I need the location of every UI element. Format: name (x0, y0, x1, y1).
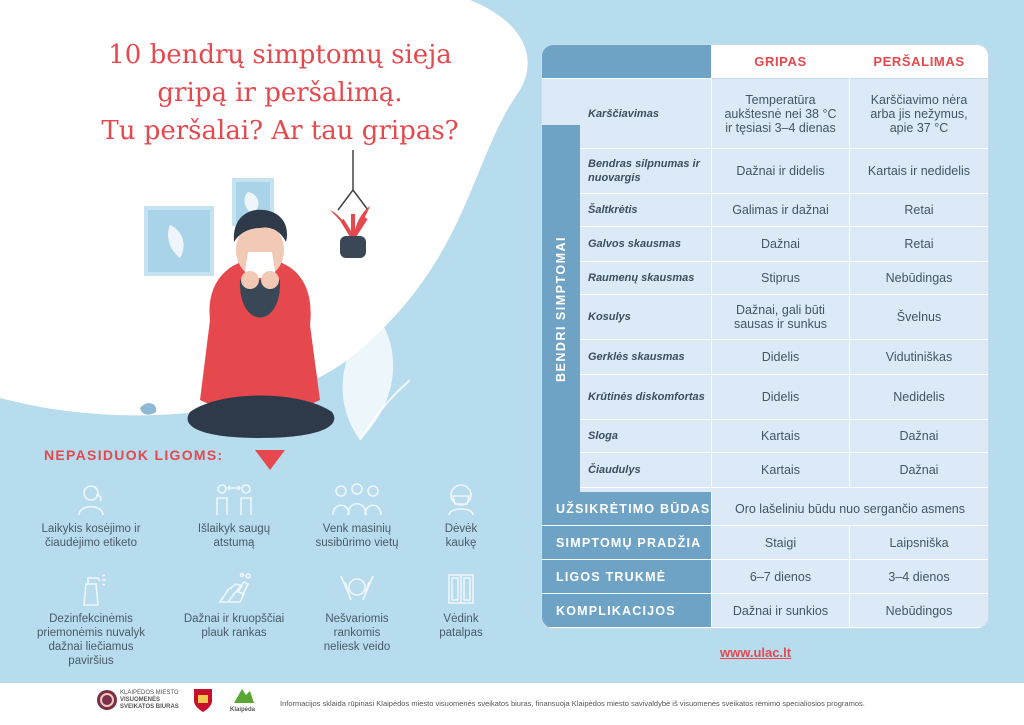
symptom-flu-value: Kartais (712, 420, 850, 453)
title-line-2: gripą ir peršalimą. (157, 78, 403, 108)
symptom-name: Karščiavimas (580, 79, 712, 149)
tip-keep-distance: Išlaikyk saugų atstumą (169, 482, 299, 550)
symptom-group-label: BENDRI SIMPTOMAI (542, 125, 580, 492)
picture-frame-icon (146, 208, 212, 274)
symptom-name: Gerklės skausmas (580, 340, 712, 375)
distance-icon (214, 482, 254, 516)
symptom-cold-value: Švelnus (850, 295, 988, 340)
bottom-row-label: SIMPTOMŲ PRADŽIA (542, 526, 712, 560)
symptom-cold-value: Karščiavimo nėra arba jis nežymus, apie 37 °C (850, 79, 988, 149)
symptom-cold-value: Dažnai (850, 420, 988, 453)
symptom-flu-value: Galimas ir dažnai (712, 194, 850, 227)
tip-avoid-crowds: Venk masinių susibūrimo vietų (292, 482, 422, 550)
title-line-1: 10 bendrų simptomų sieja (108, 40, 452, 70)
bottom-row-cold-value: Laipsniška (850, 526, 988, 560)
symptom-flu-value: Kartais (712, 453, 850, 488)
symptom-cold-value: Nebūdingas (850, 262, 988, 295)
trash-bin-icon (124, 350, 170, 415)
symptom-flu-value: Dažnai (712, 227, 850, 262)
transmission-value: Oro lašeliniu būdu nuo sergančio asmens (712, 492, 988, 526)
footer (0, 683, 1024, 725)
tip-wash-hands: Dažnai ir kruopščiai plauk rankas (169, 572, 299, 640)
symptom-name: Raumenų skausmas (580, 262, 712, 295)
klaipeda-logo (232, 685, 256, 705)
symptom-flu-value: Stiprus (712, 262, 850, 295)
sick-person-illustration (110, 150, 410, 470)
symptom-name: Galvos skausmas (580, 227, 712, 262)
hand-wash-icon (214, 572, 254, 606)
bottom-row-flu-value: 6–7 dienos (712, 560, 850, 594)
website-link[interactable]: www.ulac.lt (720, 645, 792, 660)
header-cold: PERŠALIMAS (850, 45, 988, 79)
health-bureau-logo-text: KLAIPĖDOS MIESTO VISUOMENĖS SVEIKATOS BIURAS (120, 690, 179, 710)
symptom-flu-value: Dažnai ir didelis (712, 149, 850, 194)
symptom-cold-value: Nedidelis (850, 375, 988, 420)
face-touch-icon (337, 572, 377, 606)
header-flu: GRIPAS (712, 45, 850, 79)
city-coat-of-arms-icon (192, 687, 214, 713)
symptom-flu-value: Dažnai, gali būti sausas ir sunkus (712, 295, 850, 340)
symptom-name: Bendras silpnumas ir nuovargis (580, 149, 712, 194)
klaipeda-logo-text: Klaipėda (230, 707, 256, 713)
symptom-cold-value: Dažnai (850, 453, 988, 488)
window-icon (444, 572, 478, 606)
mask-icon (444, 482, 478, 516)
tip-cough-etiquette: Laikykis kosėjimo ir čiaudėjimo etiketo (26, 482, 156, 550)
table-corner (542, 45, 712, 79)
tip-ventilate: Vėdink patalpas (396, 572, 526, 640)
hanging-plant-icon (330, 150, 370, 258)
leaf-plant-icon (343, 320, 410, 440)
symptom-name: Čiaudulys (580, 453, 712, 488)
symptom-cold-value: Vidutiniškas (850, 340, 988, 375)
title-line-3: Tu peršalai? Ar tau gripas? (101, 116, 459, 146)
symptom-name: Šaltkrėtis (580, 194, 712, 227)
tip-wear-mask: Dėvėk kaukę (396, 482, 526, 550)
symptom-cold-value: Retai (850, 227, 988, 262)
bottom-row-label: LIGOS TRUKMĖ (542, 560, 712, 594)
symptom-flu-value: Temperatūra aukštesnė nei 38 °C ir tęsiasi 3–4 dienas (712, 79, 850, 149)
page-title (40, 36, 520, 150)
health-bureau-logo (96, 689, 118, 711)
bottom-row-cold-value: Nebūdingos (850, 594, 988, 628)
symptom-cold-value: Retai (850, 194, 988, 227)
bottom-row-cold-value: 3–4 dienos (850, 560, 988, 594)
symptom-name: Kosulys (580, 295, 712, 340)
symptom-cold-value: Kartais ir nedidelis (850, 149, 988, 194)
spray-bottle-icon (74, 572, 108, 606)
tips-heading: NEPASIDUOK LIGOMS: (44, 447, 224, 463)
footer-text: Informacijos sklaida rūpinasi Klaipėdos miesto visuomenės sveikatos biuras, finansuoja Klaipėdos miesto savivaldybė iš visuomenės sveikatos rėmimo specialiosios programos. (280, 699, 865, 708)
symptom-flu-value: Didelis (712, 375, 850, 420)
symptom-name: Sloga (580, 420, 712, 453)
bottom-row-flu-value: Dažnai ir sunkios (712, 594, 850, 628)
bottom-row-flu-value: Staigi (712, 526, 850, 560)
tip-dont-touch-face: Nešvariomis rankomis neliesk veido (292, 572, 422, 654)
symptom-flu-value: Didelis (712, 340, 850, 375)
bottom-row-label: KOMPLIKACIJOS (542, 594, 712, 628)
person-coughing-icon (74, 482, 108, 516)
symptom-name: Krūtinės diskomfortas (580, 375, 712, 420)
tip-disinfect: Dezinfekcinėmis priemonėmis nuvalyk dažnai liečiamus paviršius (26, 572, 156, 668)
transmission-label: UŽSIKRĖTIMO BŪDAS (542, 492, 712, 526)
comparison-table (541, 44, 989, 629)
crowd-icon (331, 482, 383, 516)
